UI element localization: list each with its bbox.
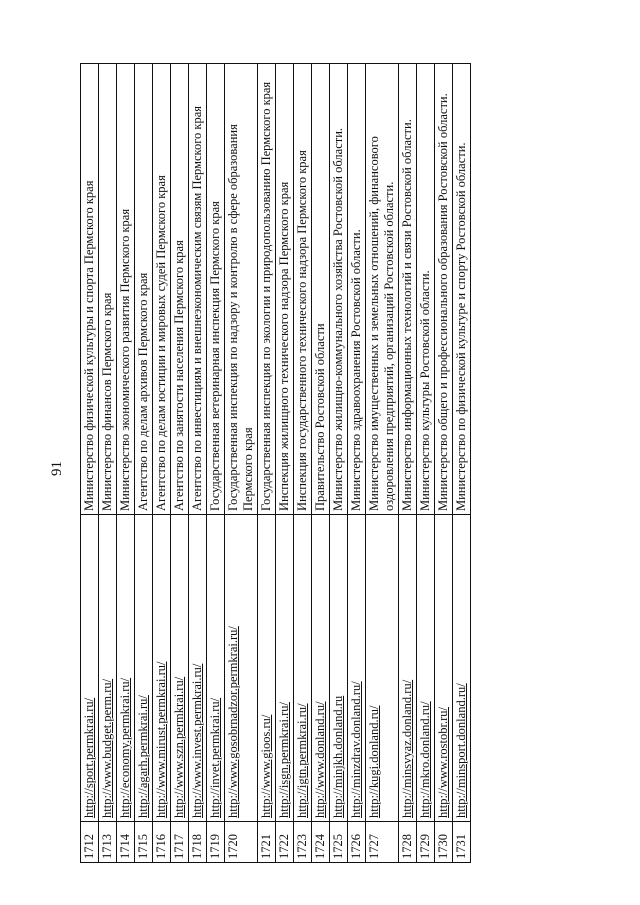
table-row — [399, 64, 417, 863]
url-cell — [135, 515, 153, 822]
url-cell — [117, 515, 135, 822]
organization-name: Агентство по инвестициям и внешнеэкономическим связям Пермского края — [189, 64, 207, 515]
rotated-table-container — [80, 63, 590, 863]
row-number: 1726 — [348, 822, 366, 863]
site-link[interactable]: http://www.mirust.permkrai.ru/ — [154, 661, 168, 818]
organization-name: Министерство экономического развития Пермского края — [117, 64, 135, 515]
organization-name: Министерство жилищно-коммунального хозяйства Ростовской области. — [330, 64, 348, 515]
url-cell — [417, 515, 435, 822]
url-cell — [312, 515, 330, 822]
url-cell — [171, 515, 189, 822]
organization-name: Министерство физической культуры и спорта Пермского края — [81, 64, 99, 515]
row-number: 1722 — [276, 822, 294, 863]
url-cell — [330, 515, 348, 822]
site-link[interactable]: http://mkro.donland.ru/ — [418, 701, 432, 818]
organization-name: Министерство по физической культуре и спорту Ростовской области. — [453, 64, 471, 515]
organization-name: Министерство имущественных и земельных отношений, финансового оздоровления предприятий, организаций Ростовской области. — [366, 64, 399, 515]
organization-name: Государственная инспекция по экологии и природопользованию Пермского края — [258, 64, 276, 515]
organization-name: Инспекция жилищного технического надзора Пермского края — [276, 64, 294, 515]
url-cell — [189, 515, 207, 822]
site-link[interactable]: http://minsvyaz.donland.ru/ — [400, 679, 414, 818]
table-row — [207, 64, 225, 863]
url-cell — [225, 515, 258, 822]
organization-name: Государственная ветеринарная инспекция Пермского края — [207, 64, 225, 515]
site-link[interactable]: http://minjkh.donland.ru — [331, 695, 345, 818]
site-link[interactable]: http://invet.permkrai.ru/ — [208, 697, 222, 818]
organization-name: Правительство Ростовской области — [312, 64, 330, 515]
organization-name: Министерство общего и профессионального образования Ростовской области. — [435, 64, 453, 515]
table-row — [435, 64, 453, 863]
url-cell — [99, 515, 117, 822]
organization-name: Министерство культуры Ростовской области. — [417, 64, 435, 515]
organization-name: Агентство по занятости населения Пермского края — [171, 64, 189, 515]
site-link[interactable]: http://economy.permkrai.ru/ — [118, 677, 132, 818]
site-link[interactable]: http://sport.permkrai.ru/ — [82, 697, 96, 818]
row-number: 1730 — [435, 822, 453, 863]
sites-table — [80, 63, 471, 863]
table-row — [81, 64, 99, 863]
row-number: 1721 — [258, 822, 276, 863]
table-row — [153, 64, 171, 863]
url-cell — [348, 515, 366, 822]
url-cell — [366, 515, 399, 822]
site-link[interactable]: http://www.gosobrnadzor.permkrai.ru/ — [226, 626, 240, 818]
url-cell — [435, 515, 453, 822]
table-row — [453, 64, 471, 863]
row-number: 1727 — [366, 822, 399, 863]
url-cell — [81, 515, 99, 822]
row-number: 1717 — [171, 822, 189, 863]
table-row — [258, 64, 276, 863]
row-number: 1713 — [99, 822, 117, 863]
row-number: 1719 — [207, 822, 225, 863]
table-row — [117, 64, 135, 863]
url-cell — [399, 515, 417, 822]
organization-name: Агентство по делам юстиции и мировых судей Пермского края — [153, 64, 171, 515]
table-body — [81, 64, 471, 863]
site-link[interactable]: http://www.szn.permkrai.ru/ — [172, 676, 186, 818]
table-row — [189, 64, 207, 863]
url-cell — [153, 515, 171, 822]
site-link[interactable]: http://www.rostobr.ru/ — [436, 707, 450, 818]
table-row — [312, 64, 330, 863]
row-number: 1728 — [399, 822, 417, 863]
table-row — [417, 64, 435, 863]
site-link[interactable]: http://kugi.donland.ru/ — [367, 705, 381, 818]
url-cell — [453, 515, 471, 822]
row-number: 1716 — [153, 822, 171, 863]
url-cell — [207, 515, 225, 822]
organization-name: Государственная инспекция по надзору и контролю в сфере образования Пермского края — [225, 64, 258, 515]
table-row — [225, 64, 258, 863]
table-row — [135, 64, 153, 863]
organization-name: Инспекция государственного технического надзора Пермского края — [294, 64, 312, 515]
site-link[interactable]: http://minsport.donland.ru/ — [454, 683, 468, 818]
row-number: 1712 — [81, 822, 99, 863]
site-link[interactable]: http://www.donland.ru/ — [313, 701, 327, 818]
page-number: 91 — [49, 461, 65, 476]
site-link[interactable]: http://minzdrav.donland.ru/ — [349, 681, 363, 818]
organization-name: Министерство финансов Пермского края — [99, 64, 117, 515]
site-link[interactable]: http://www.gioos.ru/ — [259, 714, 273, 818]
site-link[interactable]: http://agarh.permkrai.ru/ — [136, 695, 150, 818]
row-number: 1718 — [189, 822, 207, 863]
row-number: 1714 — [117, 822, 135, 863]
url-cell — [258, 515, 276, 822]
row-number: 1725 — [330, 822, 348, 863]
row-number: 1731 — [453, 822, 471, 863]
row-number: 1723 — [294, 822, 312, 863]
url-cell — [276, 515, 294, 822]
row-number: 1729 — [417, 822, 435, 863]
table-row — [276, 64, 294, 863]
organization-name: Министерство информационных технологий и связи Ростовской области. — [399, 64, 417, 515]
table-row — [171, 64, 189, 863]
site-link[interactable]: http://igtn.permkrai.ru/ — [295, 703, 309, 818]
organization-name: Министерство здравоохранения Ростовской области. — [348, 64, 366, 515]
site-link[interactable]: http://www.budget.perm.ru/ — [100, 678, 114, 818]
site-link[interactable]: http://www.invest.permkrai.ru/ — [190, 663, 204, 818]
table-row — [99, 64, 117, 863]
row-number: 1724 — [312, 822, 330, 863]
row-number: 1715 — [135, 822, 153, 863]
table-row — [348, 64, 366, 863]
table-row — [294, 64, 312, 863]
table-row — [366, 64, 399, 863]
row-number: 1720 — [225, 822, 258, 863]
organization-name: Агентство по делам архивов Пермского края — [135, 64, 153, 515]
table-row — [330, 64, 348, 863]
url-cell — [294, 515, 312, 822]
site-link[interactable]: http://isgn.permkrai.ru/ — [277, 702, 291, 818]
